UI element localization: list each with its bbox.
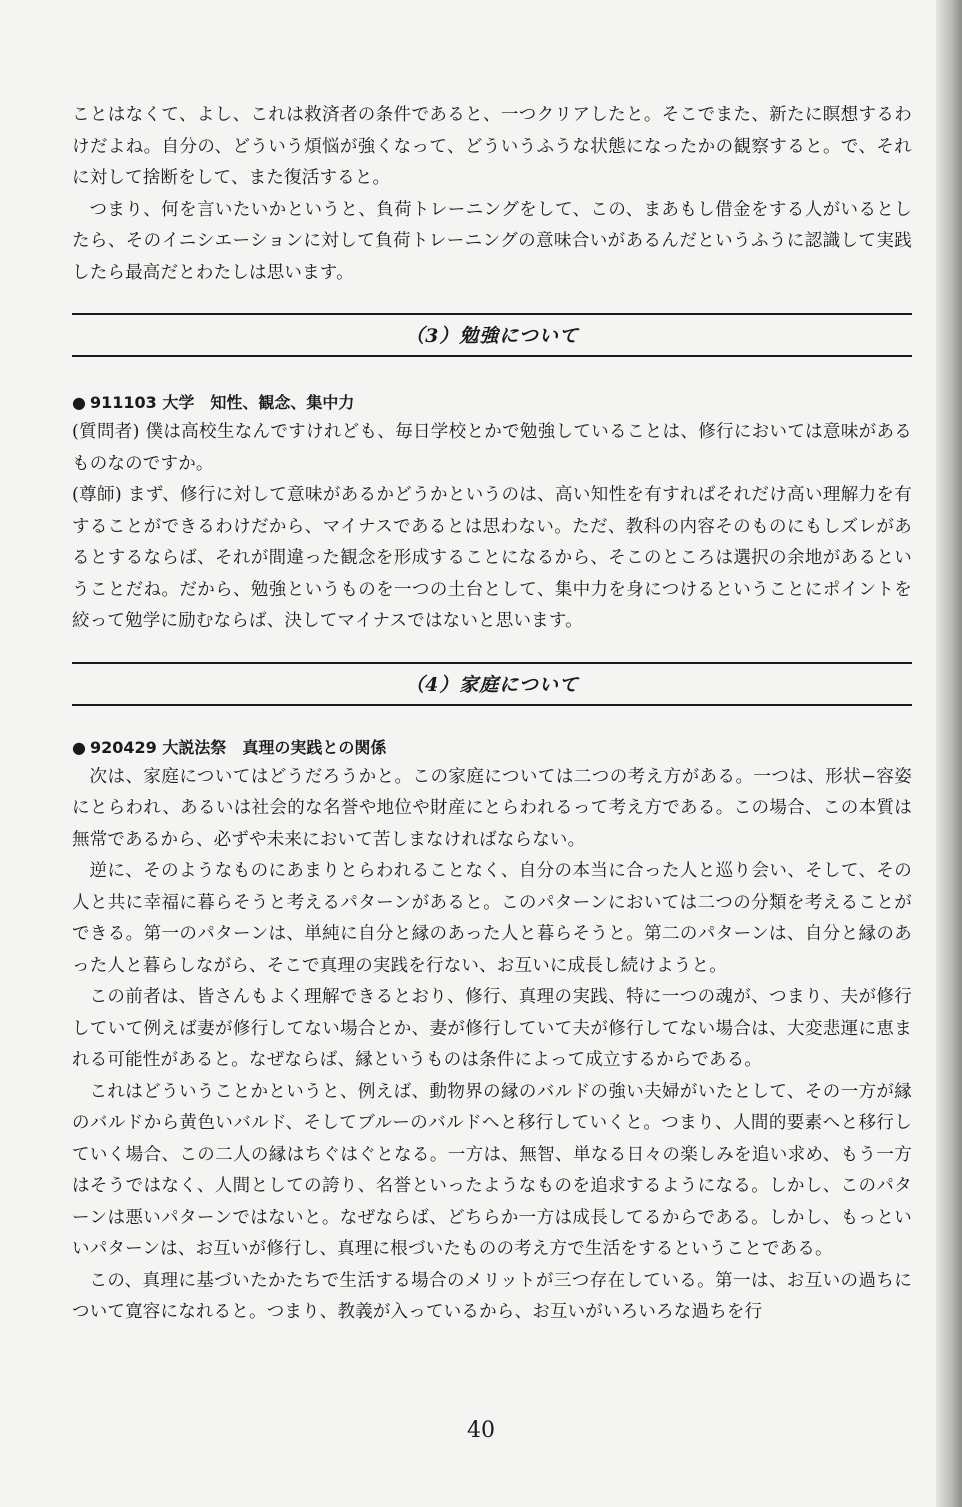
- page-number: 40: [467, 1418, 495, 1443]
- bullet-icon: ●: [72, 737, 86, 757]
- answer-paragraph: (尊師) まず、修行に対して意味があるかどうかというのは、高い知性を有すればそれだけ高い理解力を有することができるわけだから、マイナスであるとは思わない。ただ、教科の内容そのものにもしズレがあるとするならば、それが間違った観念を形成することになるから、そこのところは選択の余地があるということだね。だから、勉強というものを一つの土台として、集中力を身につけるということにポイントを絞って勉学に励むならば、決してマイナスではないと思います。: [72, 485, 912, 631]
- section-heading-family: [72, 662, 912, 706]
- family-paragraph-4: これはどういうことかというと、例えば、動物界の縁のバルドの強い夫婦がいたとして、その一方が縁のバルドから黄色いバルド、そしてブルーのバルドへと移行していくと。つまり、人間的要素へと移行していく場合、この二人の縁はちぐはぐとなる。一方は、無智、単なる日々の楽しみを追い求め、もう一方はそうではなく、人間としての誇り、名誉といったようなものを追求するようになる。しかし、このパターンは悪いパターンではないと。なぜならば、どちらか一方は成長してるからである。しかし、もっといいパターンは、お互いが修行し、真理に根づいたものの考え方で生活をするということである。: [72, 1081, 912, 1259]
- page-edge-shadow: [936, 0, 962, 1507]
- entry-heading-920429: [72, 734, 912, 762]
- question-paragraph: (質問者) 僕は高校生なんですけれども、毎日学校とかで勉強していることは、修行においては意味があるものなのですか。: [72, 422, 912, 474]
- section-heading-study: [72, 313, 912, 357]
- family-paragraph-3: この前者は、皆さんもよく理解できるとおり、修行、真理の実践、特に一つの魂が、つまり、夫が修行していて例えば妻が修行してない場合とか、妻が修行していて夫が修行してない場合は、大変悲運に恵まれる可能性があると。なぜならば、縁というものは条件によって成立するからである。: [72, 987, 912, 1070]
- family-paragraph-2: 逆に、そのようなものにあまりとらわれることなく、自分の本当に合った人と巡り会い、そして、その人と共に幸福に暮らそうと考えるパターンがあると。このパターンにおいては二つの分類を考えることができる。第一のパターンは、単純に自分と縁のあった人と暮らそうと。第二のパターンは、自分と縁のあった人と暮らしながら、そこで真理の実践を行ない、お互いに成長し続けようと。: [72, 861, 912, 976]
- bullet-icon: ●: [72, 393, 86, 412]
- family-paragraph-1: 次は、家庭についてはどうだろうかと。この家庭については二つの考え方がある。一つは、形状−容姿にとらわれ、あるいは社会的な名誉や地位や財産にとらわれるって考え方である。この場合、この本質は無常であるから、必ずや未来において苦しまなければならない。: [72, 766, 912, 850]
- intro-paragraph-1: ことはなくて、よし、これは救済者の条件であると、一つクリアしたと。そこでまた、新たに瞑想するわけだよね。自分の、どういう煩悩が強くなって、どういうふうな状態になったかの観察すると。で、それに対して捨断をして、また復活すると。: [72, 105, 912, 188]
- document-page: [72, 100, 912, 1329]
- intro-paragraph-2: つまり、何を言いたいかというと、負荷トレーニングをして、この、まあもし借金をする人がいるとしたら、そのイニシエーションに対して負荷トレーニングの意味合いがあるんだというふうに認識して実践したら最高だとわたしは思います。: [72, 199, 912, 283]
- entry-heading-911103: [72, 389, 912, 417]
- section-title-family: （4）家庭について: [405, 673, 579, 696]
- entry-heading-text: 920429 大説法祭 真理の実践との関係: [89, 737, 387, 757]
- entry-heading-text: 911103 大学 知性、観念、集中力: [89, 393, 355, 412]
- section-title-study: （3）勉強について: [405, 325, 579, 347]
- family-paragraph-5: この、真理に基づいたかたちで生活する場合のメリットが三つ存在している。第一は、お互いの過ちについて寛容になれると。つまり、教義が入っているから、お互いがいろいろな過ちを行: [72, 1270, 912, 1322]
